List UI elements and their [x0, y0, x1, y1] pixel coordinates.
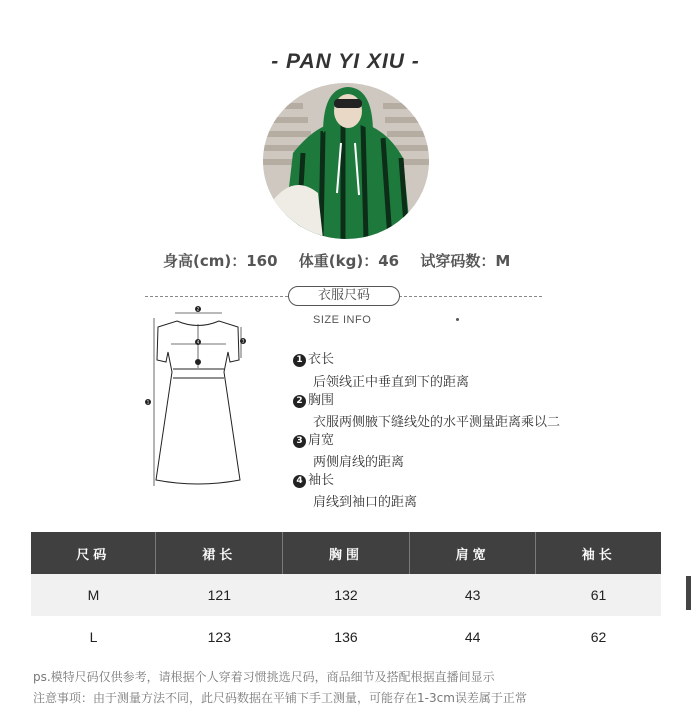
legend-desc-2: 衣服两侧腋下缝线处的水平测量距离乘以二: [313, 415, 561, 430]
size-info-title: 衣服尺码: [288, 286, 400, 306]
header-sleeve: 袖长: [536, 532, 661, 574]
size-info-subtitle: SIZE INFO: [313, 314, 372, 326]
header-chest: 胸围: [283, 532, 410, 574]
brand-title: - PAN YI XIU -: [271, 50, 420, 73]
note-ps: ps.模特尺码仅供参考，请根据个人穿着习惯挑选尺码，商品细节及搭配根据直播间显示: [33, 670, 495, 684]
legend-item-3: [293, 429, 334, 448]
table-cell: 136: [334, 629, 358, 645]
table-cell: 61: [536, 574, 661, 616]
model-photo: [263, 83, 429, 239]
legend-num-1: 1: [293, 354, 306, 367]
divider-left: [145, 296, 288, 297]
legend-num-3: 3: [293, 435, 306, 448]
legend-desc-3: 两侧肩线的距离: [313, 455, 405, 470]
size-table: [31, 532, 661, 658]
note-caution: 注意事项：由于测量方法不同，此尺码数据在平铺下手工测量，可能存在1-3cm误差属于正常: [33, 691, 527, 705]
header-shoulder: 肩宽: [409, 532, 536, 574]
legend-item-4: [293, 469, 334, 488]
garment-diagram: [140, 300, 260, 495]
table-cell: 123: [207, 629, 231, 645]
table-cell: 132: [283, 574, 410, 616]
legend-term-3: 肩宽: [308, 433, 335, 448]
marker-chest-circle: [195, 359, 201, 365]
edge-tab: [686, 576, 691, 610]
legend-num-4: 4: [293, 475, 306, 488]
legend-term-2: 胸围: [308, 393, 335, 408]
model-weight: 体重(kg)：46: [298, 252, 400, 270]
diagram-marker-2: 2: [196, 306, 200, 312]
table-cell: 43: [409, 574, 536, 616]
divider-right: [399, 296, 542, 297]
diagram-marker-3: 3: [241, 338, 245, 344]
size-table-header: [31, 532, 661, 574]
legend-term-4: 袖长: [308, 473, 335, 488]
legend-item-2: [293, 389, 334, 408]
model-size: 试穿码数：M: [420, 252, 511, 270]
table-cell: M: [31, 574, 156, 616]
notes: [33, 667, 527, 709]
legend-num-2: 2: [293, 395, 306, 408]
header-length: 裙长: [156, 532, 283, 574]
model-info: [163, 250, 526, 271]
legend-desc-1: 后领线正中垂直到下的距离: [313, 375, 470, 390]
model-height: 身高(cm)：160: [163, 252, 278, 270]
legend-item-1: [293, 348, 334, 367]
diagram-marker-1: 1: [146, 399, 150, 405]
table-cell: L: [89, 629, 98, 645]
diagram-marker-4: 4: [196, 339, 200, 345]
table-row: [31, 616, 661, 658]
legend-desc-4: 肩线到袖口的距离: [313, 495, 418, 510]
table-cell: 44: [464, 629, 481, 645]
legend-term-1: 衣长: [308, 352, 335, 367]
header-size: 尺码: [31, 532, 156, 574]
table-cell: 121: [156, 574, 283, 616]
table-cell: 62: [590, 629, 607, 645]
decorative-dot: [456, 318, 459, 321]
table-row: [31, 574, 661, 616]
